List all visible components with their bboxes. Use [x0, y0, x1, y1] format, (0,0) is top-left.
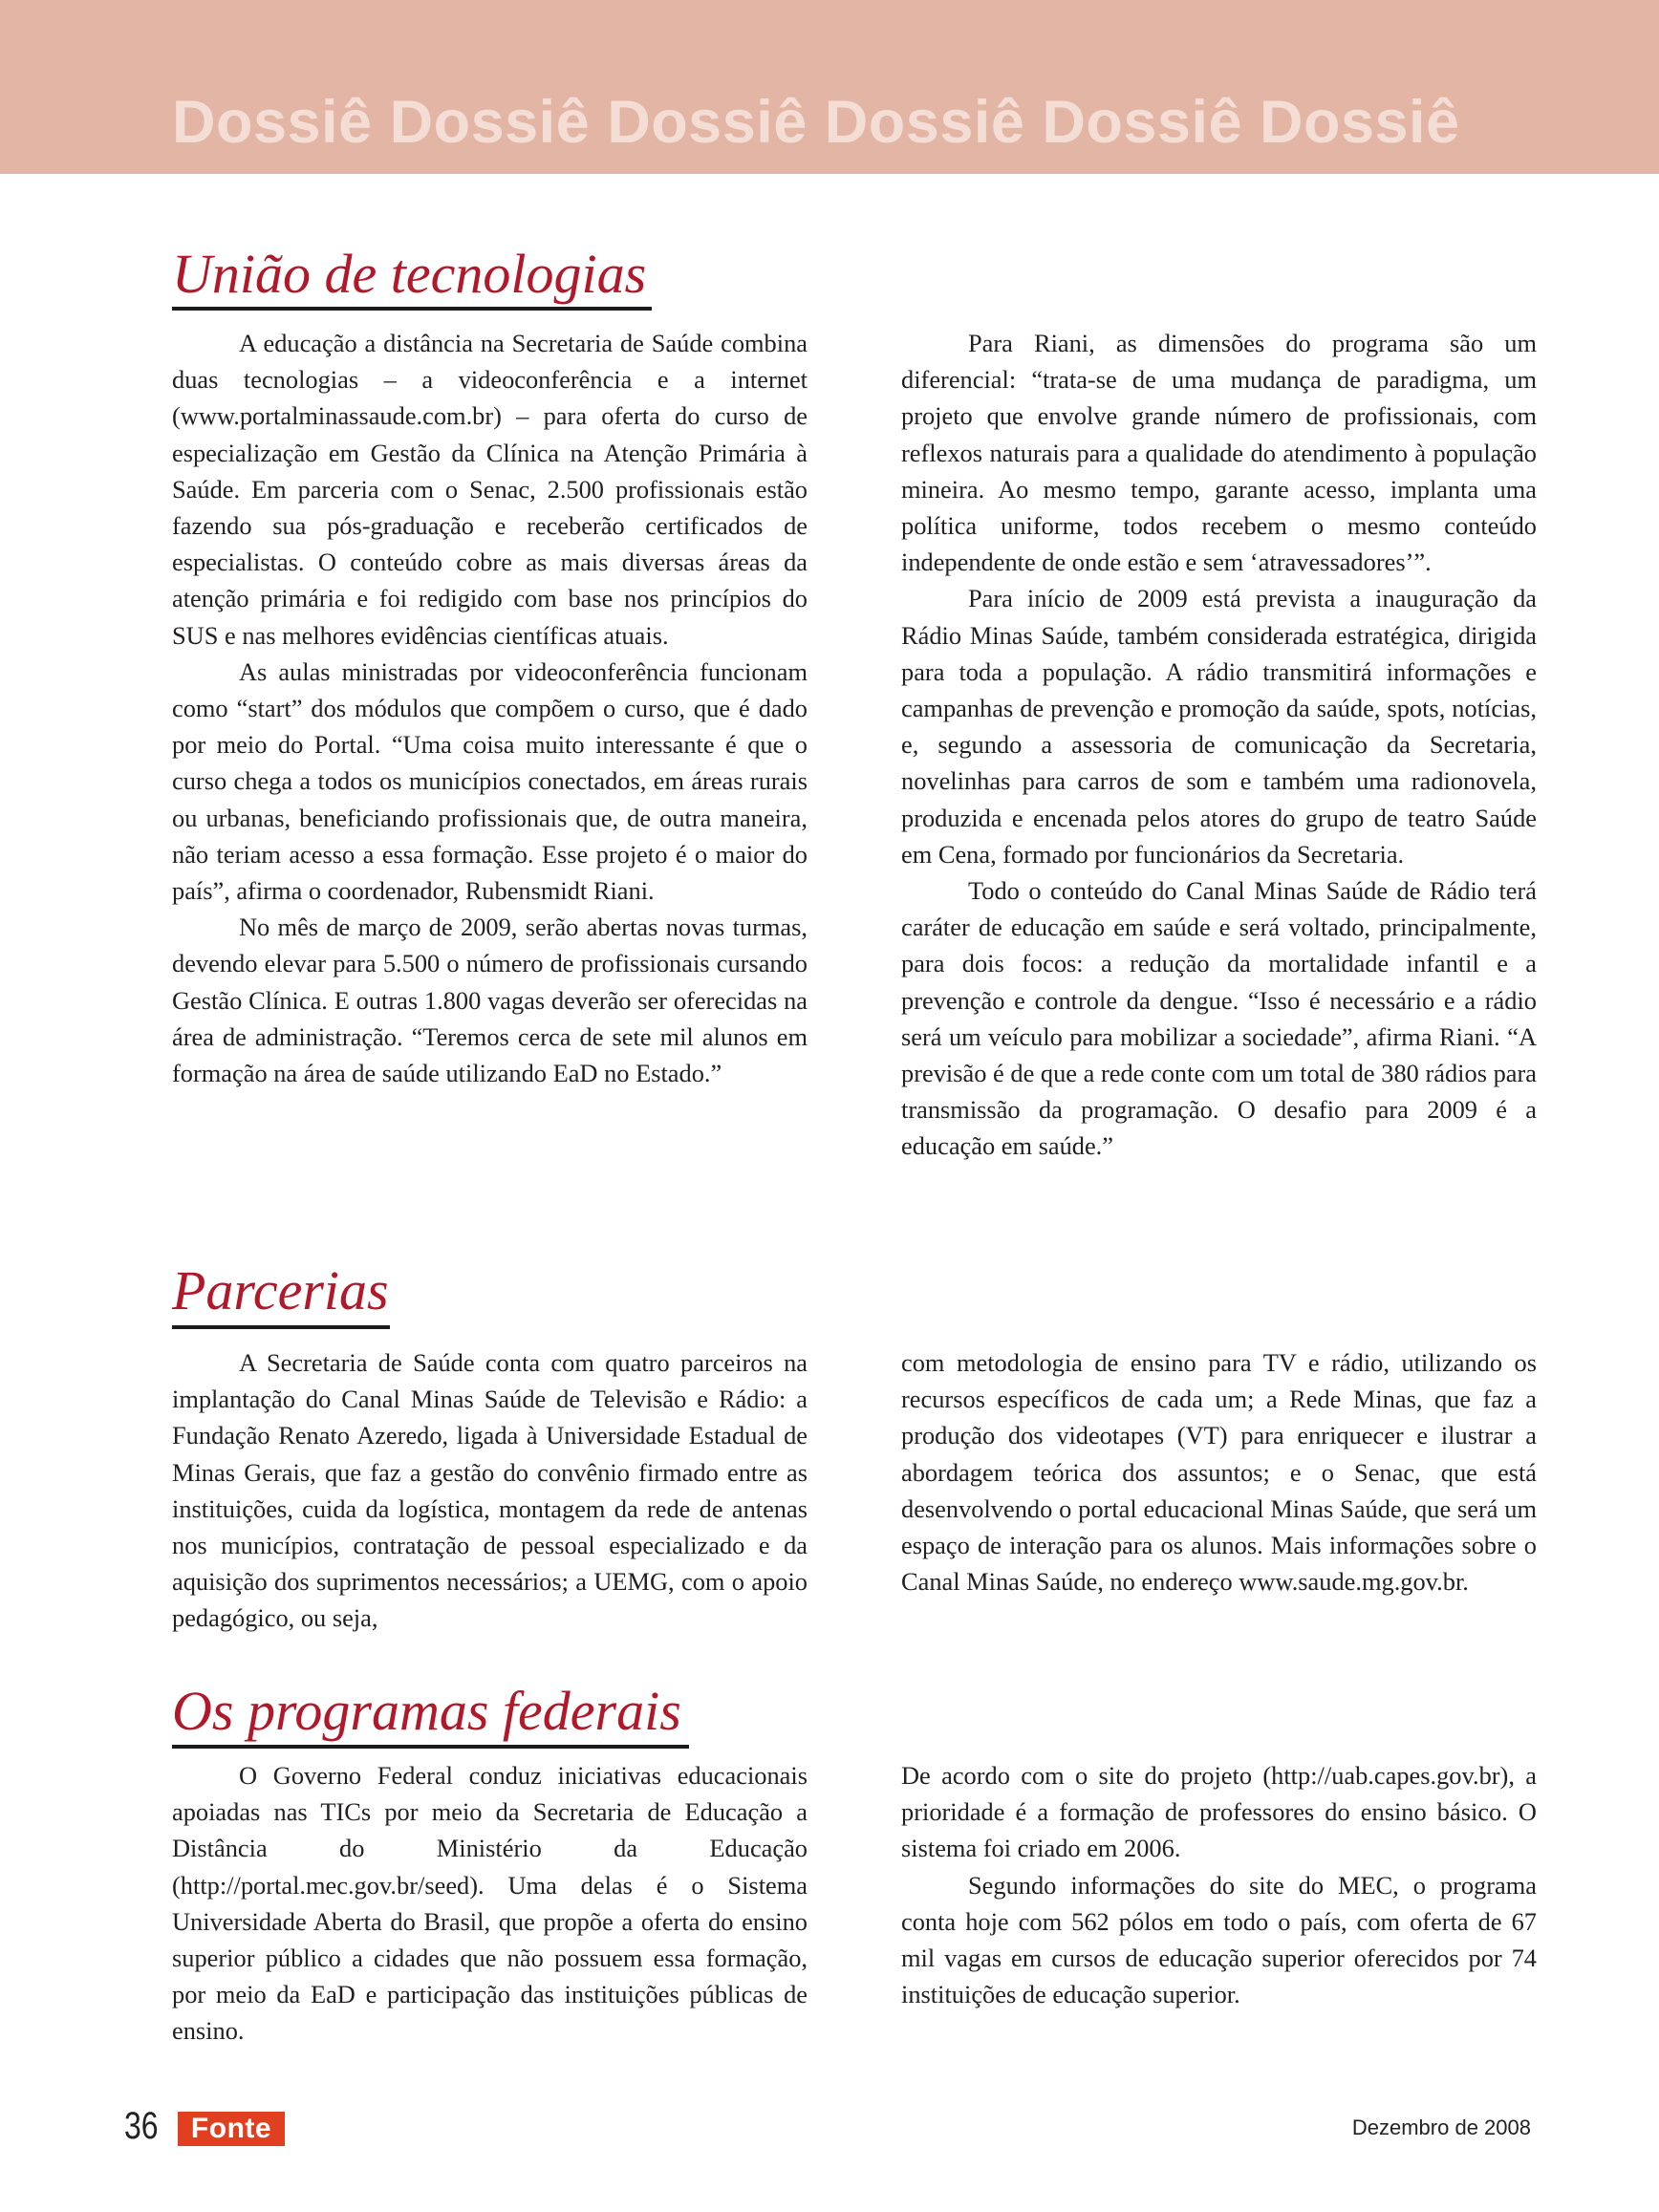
fonte-logo: Fonte [178, 2112, 285, 2146]
paragraph: No mês de março de 2009, serão abertas novas turmas, devendo elevar para 5.500 o número de profissionais cursando Gestão Clínica. E outras 1.800 vagas deverão ser oferecidas na área de administração. “Teremos cerca de sete mil alunos em formação na área de saúde utilizando EaD no Estado.” [172, 913, 808, 1088]
title-underline [172, 1325, 390, 1329]
paragraph: com metodologia de ensino para TV e rádio, utilizando os recursos específicos de cada um; a Rede Minas, que faz a produção dos videotapes (VT) para enriquecer e ilustrar a abordagem teórica dos assuntos; e o Senac, que está desenvolvendo o portal educacional Minas Saúde, que será um espaço de interação para os alunos. Mais informações sobre o Canal Minas Saúde, no endereço www.saude.mg.gov.br. [901, 1348, 1537, 1597]
dossie-banner [0, 0, 1659, 174]
title-underline [172, 307, 652, 311]
section-title-parcerias: Parcerias [172, 1259, 389, 1321]
paragraph: Para início de 2009 está prevista a inauguração da Rádio Minas Saúde, também considerada estratégica, dirigida para toda a população. A rádio transmitirá informações e campanhas de prevenção e promoção da saúde, spots, notícias, e, segundo a assessoria de comunicação da Secretaria, novelinhas para carros de som e também uma radionovela, produzida e encenada pelos atores do grupo de teatro Saúde em Cena, formado por funcionários da Secretaria. [901, 584, 1537, 869]
page-number: 36 [124, 2105, 159, 2147]
paragraph: Todo o conteúdo do Canal Minas Saúde de Rádio terá caráter de educação em saúde e será voltado, principalmente, para dois focos: a redução da mortalidade infantil e a prevenção e controle da dengue. “Isso é necessário e a rádio será um veículo para mobilizar a sociedade”, afirma Riani. “A previsão é de que a rede conte com um total de 380 rádios para transmissão da programação. O desafio para 2009 é a educação em saúde.” [901, 876, 1537, 1161]
section-parcerias-right-column [901, 1344, 1537, 1600]
title-underline [172, 1745, 689, 1749]
paragraph: Para Riani, as dimensões do programa são um diferencial: “trata-se de uma mudança de paradigma, um projeto que envolve grande número de profissionais, com reflexos naturais para a qualidade do atendimento à população mineira. Ao mesmo tempo, garante acesso, implanta uma política uniforme, todos recebem o mesmo conteúdo independente de onde estão e sem ‘atravessadores’”. [901, 329, 1537, 577]
paragraph: A educação a distância na Secretaria de Saúde combina duas tecnologias – a videoconferência e a internet (www.portalminassaude.com.br) – para oferta do curso de especialização em Gestão da Clínica na Atenção Primária à Saúde. Em parceria com o Senac, 2.500 profissionais estão fazendo sua pós-graduação e receberão certificados de especialistas. O conteúdo cobre as mais diversas áreas da atenção primária e foi redigido com base nos princípios do SUS e nas melhores evidências científicas atuais. [172, 329, 808, 650]
section-parcerias-left-column [172, 1344, 808, 1637]
paragraph: De acordo com o site do projeto (http://uab.capes.gov.br), a prioridade é a formação de professores do ensino básico. O sistema foi criado em 2006. [901, 1761, 1537, 1863]
section-title-programas-federais: Os programas federais [172, 1680, 681, 1742]
paragraph: A Secretaria de Saúde conta com quatro parceiros na implantação do Canal Minas Saúde de Televisão e Rádio: a Fundação Renato Azeredo, ligada à Universidade Estadual de Minas Gerais, que faz a gestão do convênio firmado entre as instituições, cuida da logística, montagem da rede de antenas nos municípios, contratação de pessoal especializado e da aquisição dos suprimentos necessários; a UEMG, com o apoio pedagógico, ou seja, [172, 1348, 808, 1633]
banner-text: Dossiê Dossiê Dossiê Dossiê Dossiê Dossiê [172, 89, 1460, 156]
section-programas-right-column [901, 1757, 1537, 2012]
section-uniao-right-column [901, 325, 1537, 1165]
paragraph: Segundo informações do site do MEC, o programa conta hoje com 562 pólos em todo o país, com oferta de 67 mil vagas em cursos de educação superior oferecidos por 74 instituições de educação superior. [901, 1870, 1537, 2009]
section-title-uniao: União de tecnologias [172, 243, 647, 305]
paragraph: As aulas ministradas por videoconferência funcionam como “start” dos módulos que compõem o curso, que é dado por meio do Portal. “Uma coisa muito interessante é que o curso chega a todos os municípios conectados, em áreas rurais ou urbanas, beneficiando profissionais que, de outra maneira, não teriam acesso a essa formação. Esse projeto é o maior do país”, afirma o coordenador, Rubensmidt Riani. [172, 656, 808, 906]
section-uniao-left-column [172, 325, 808, 1091]
paragraph: O Governo Federal conduz iniciativas educacionais apoiadas nas TICs por meio da Secretaria de Educação a Distância do Ministério da Educação (http://portal.mec.gov.br/seed). Uma delas é o Sistema Universidade Aberta do Brasil, que propõe a oferta do ensino superior público a cidades que não possuem essa formação, por meio da EaD e participação das instituições públicas de ensino. [172, 1761, 808, 2046]
section-programas-left-column [172, 1757, 808, 2050]
issue-date: Dezembro de 2008 [1351, 2115, 1531, 2139]
